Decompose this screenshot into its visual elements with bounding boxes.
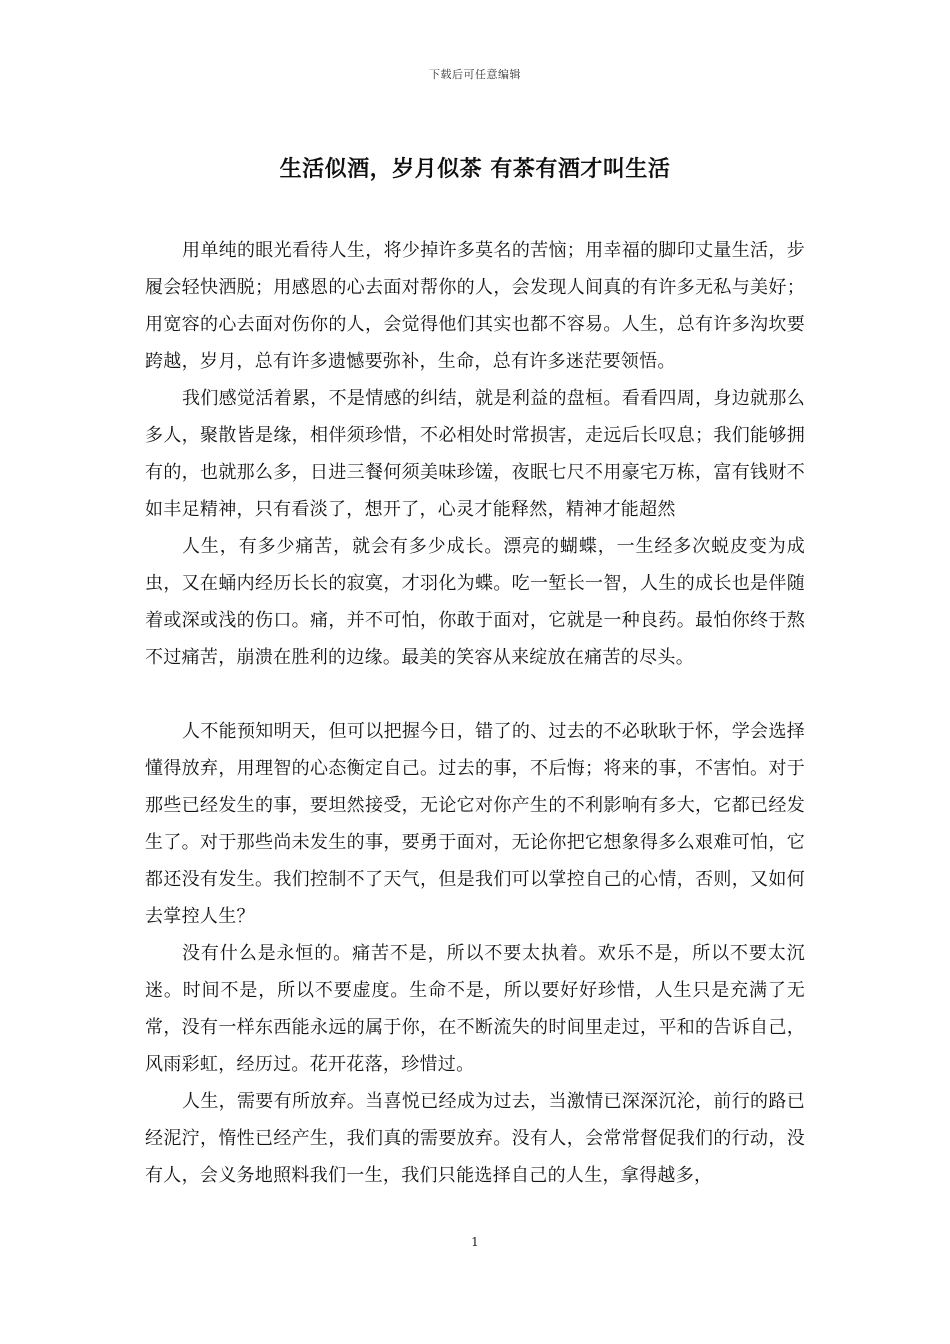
paragraph-spacer [145, 676, 805, 713]
page-header-note: 下载后可任意编辑 [429, 68, 521, 81]
paragraph-6: 人生，需要有所放弃。当喜悦已经成为过去，当激情已深深沉沦，前行的路已经泥泞，惰性已经产生，我们真的需要放弃。没有人，会常常督促我们的行动，没有人，会义务地照料我们一生，我们只能选择自己的人生，拿得越多， [145, 1091, 805, 1186]
document-title: 生活似酒，岁月似茶 有茶有酒才叫生活 [279, 156, 671, 182]
document-body [145, 232, 805, 1194]
paragraph-5: 没有什么是永恒的。痛苦不是，所以不要太执着。欢乐不是，所以不要太沉迷。时间不是，所以不要虚度。生命不是，所以要好好珍惜，人生只是充满了无常，没有一样东西能永远的属于你，在不断流失的时间里走过，平和的告诉自己，风雨彩虹，经历过。花开花落，珍惜过。 [145, 943, 805, 1075]
paragraph-2: 我们感觉活着累，不是情感的纠结，就是利益的盘桓。看看四周，身边就那么多人，聚散皆是缘，相伴须珍惜，不必相处时常损害，走远后长叹息；我们能够拥有的，也就那么多，日进三餐何须美味珍馐，夜眠七尺不用豪宅万栋，富有钱财不如丰足精神，只有看淡了，想开了，心灵才能释然，精神才能超然 [145, 388, 805, 520]
paragraph-1: 用单纯的眼光看待人生，将少掉许多莫名的苦恼；用幸福的脚印丈量生活，步履会轻快洒脱；用感恩的心去面对帮你的人，会发现人间真的有许多无私与美好；用宽容的心去面对伤你的人，会觉得他们其实也都不容易。人生，总有许多沟坎要跨越，岁月，总有许多遗憾要弥补，生命，总有许多迷茫要领悟。 [145, 240, 805, 372]
page-number: 1 [471, 1235, 479, 1249]
paragraph-4: 人不能预知明天，但可以把握今日，错了的、过去的不必耿耿于怀，学会选择懂得放弃，用理智的心态衡定自己。过去的事，不后悔；将来的事，不害怕。对于那些已经发生的事，要坦然接受，无论它对你产生的不利影响有多大，它都已经发生了。对于那些尚未发生的事，要勇于面对，无论你把它想象得多么艰难可怕，它都还没有发生。我们控制不了天气，但是我们可以掌控自己的心情，否则，又如何去掌控人生？ [145, 721, 805, 927]
paragraph-3: 人生，有多少痛苦，就会有多少成长。漂亮的蝴蝶，一生经多次蜕皮变为成虫，又在蛹内经历长长的寂寞，才羽化为蝶。吃一堑长一智，人生的成长也是伴随着或深或浅的伤口。痛，并不可怕，你敢于面对，它就是一种良药。最怕你终于熬不过痛苦，崩溃在胜利的边缘。最美的笑容从来绽放在痛苦的尽头。 [145, 536, 805, 668]
